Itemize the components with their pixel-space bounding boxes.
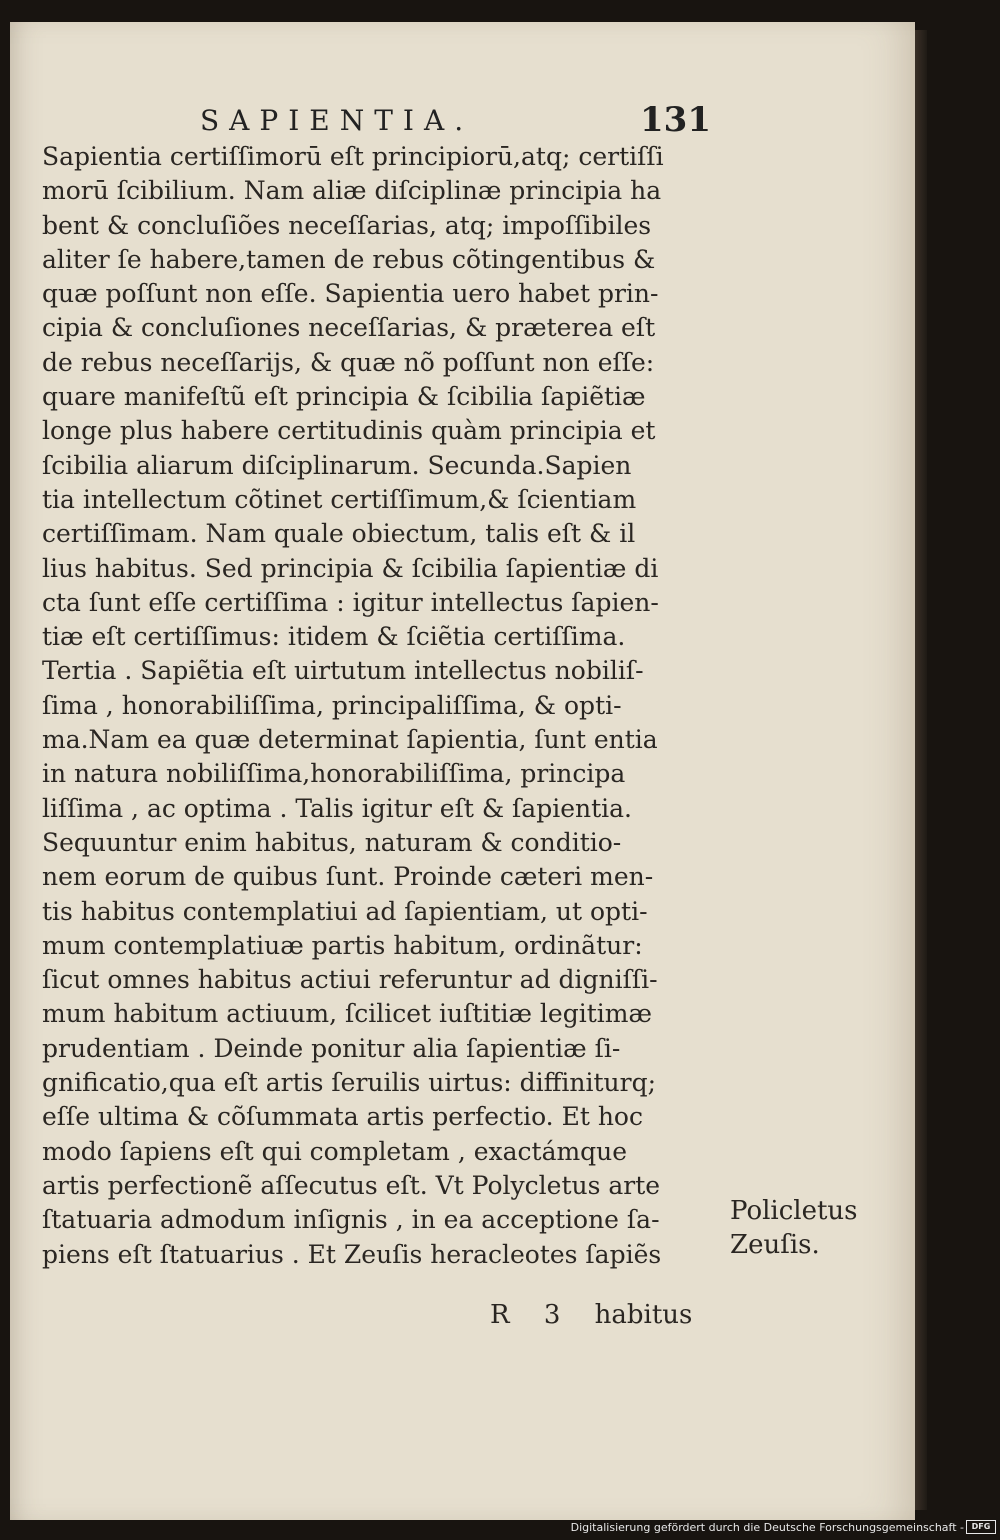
text-line: nem eorum de quibus ſunt. Proinde cæteri men- — [42, 862, 654, 892]
text-line: mum habitum actiuum, ſcilicet iuſtitiæ legitimæ — [42, 999, 652, 1029]
text-line: morū ſcibilium. Nam aliæ diſciplinæ principia ha — [42, 176, 662, 206]
text-line: certiſſimam. Nam quale obiectum, talis eſt & il — [42, 519, 636, 549]
signature-number: 3 — [543, 1300, 561, 1330]
margin-notes — [730, 1194, 858, 1262]
text-line: ſtatuaria admodum inſignis , in ea acceptione ſa- — [42, 1205, 660, 1235]
text-line: Sapientia certiſſimorū eſt principiorū,atq; certiſſi — [42, 142, 664, 171]
running-title: SAPIENTIA. — [200, 104, 474, 137]
text-line: modo ſapiens eſt qui completam , exactámque — [42, 1136, 628, 1166]
text-line: Tertia . Sapiẽtia eſt uirtutum intellectus nobiliſ- — [42, 656, 644, 686]
text-line: eſſe ultima & cõſummata artis perfectio. Et hoc — [42, 1102, 643, 1132]
text-line: in natura nobiliſſima,honorabiliſſima, principa — [42, 759, 626, 789]
text-line: bent & concluſiões neceſſarias, atq; impoſſibiles — [42, 210, 652, 240]
footer-row — [490, 1300, 718, 1330]
text-line: ſicut omnes habitus actiui referuntur ad digniſſi- — [42, 965, 658, 995]
text-line: mum contemplatiuæ partis habitum, ordinãtur: — [42, 930, 643, 960]
text-line: ma.Nam ea quæ determinat ſapientia, ſunt entia — [42, 725, 658, 755]
text-line: gnificatio,qua eſt artis ſeruilis uirtus: diffiniturq; — [42, 1068, 657, 1098]
signature-mark: R — [490, 1300, 510, 1330]
text-line: tis habitus contemplatiui ad ſapientiam, ut opti- — [42, 896, 648, 926]
dfg-logo: DFG — [966, 1520, 996, 1534]
text-line: ſima , honorabiliſſima, principaliſſima, & opti- — [42, 690, 622, 720]
text-line: artis perfectionẽ aſſecutus eſt. Vt Polycletus arte — [42, 1170, 661, 1200]
text-line: cta ſunt eſſe certiſſima : igitur intellectus ſapien- — [42, 587, 659, 617]
text-line: ſcibilia aliarum diſciplinarum. Secunda.Sapien — [42, 450, 632, 480]
margin-note: Zeuſis. — [730, 1230, 820, 1260]
text-line: longe plus habere certitudinis quàm principia et — [42, 416, 656, 446]
text-line: Sequuntur enim habitus, naturam & conditio- — [42, 827, 622, 857]
page-edge — [915, 30, 927, 1510]
text-line: aliter ſe habere,tamen de rebus cõtingentibus & — [42, 244, 656, 274]
digitization-credit: Digitalisierung gefördert durch die Deutsche Forschungsgemeinschaft - — [570, 1521, 964, 1534]
page-number: 131 — [640, 100, 711, 140]
text-line: tiæ eſt certiſſimus: itidem & ſciẽtia certiſſima. — [42, 622, 626, 652]
body-text — [42, 140, 732, 1272]
text-line: cipia & concluſiones neceſſarias, & præterea eſt — [42, 313, 656, 343]
text-line: lius habitus. Sed principia & ſcibilia ſapientiæ di — [42, 553, 659, 583]
text-line: quare manifeſtũ eſt principia & ſcibilia ſapiẽtiæ — [42, 382, 646, 412]
catchword: habitus — [594, 1300, 693, 1330]
text-line: quæ poſſunt non eſſe. Sapientia uero habet prin- — [42, 279, 659, 309]
text-line: tia intellectum cõtinet certiſſimum,& ſcientiam — [42, 484, 637, 514]
margin-note: Policletus — [730, 1196, 858, 1226]
text-line: piens eſt ſtatuarius . Et Zeuſis heracleotes ſapiẽs — [42, 1239, 662, 1269]
text-line: liſſima , ac optima . Talis igitur eſt & ſapientia. — [42, 793, 632, 823]
text-line: prudentiam . Deinde ponitur alia ſapientiæ ſi- — [42, 1033, 621, 1063]
text-line: de rebus neceſſarijs, & quæ nõ poſſunt non eſſe: — [42, 347, 655, 377]
